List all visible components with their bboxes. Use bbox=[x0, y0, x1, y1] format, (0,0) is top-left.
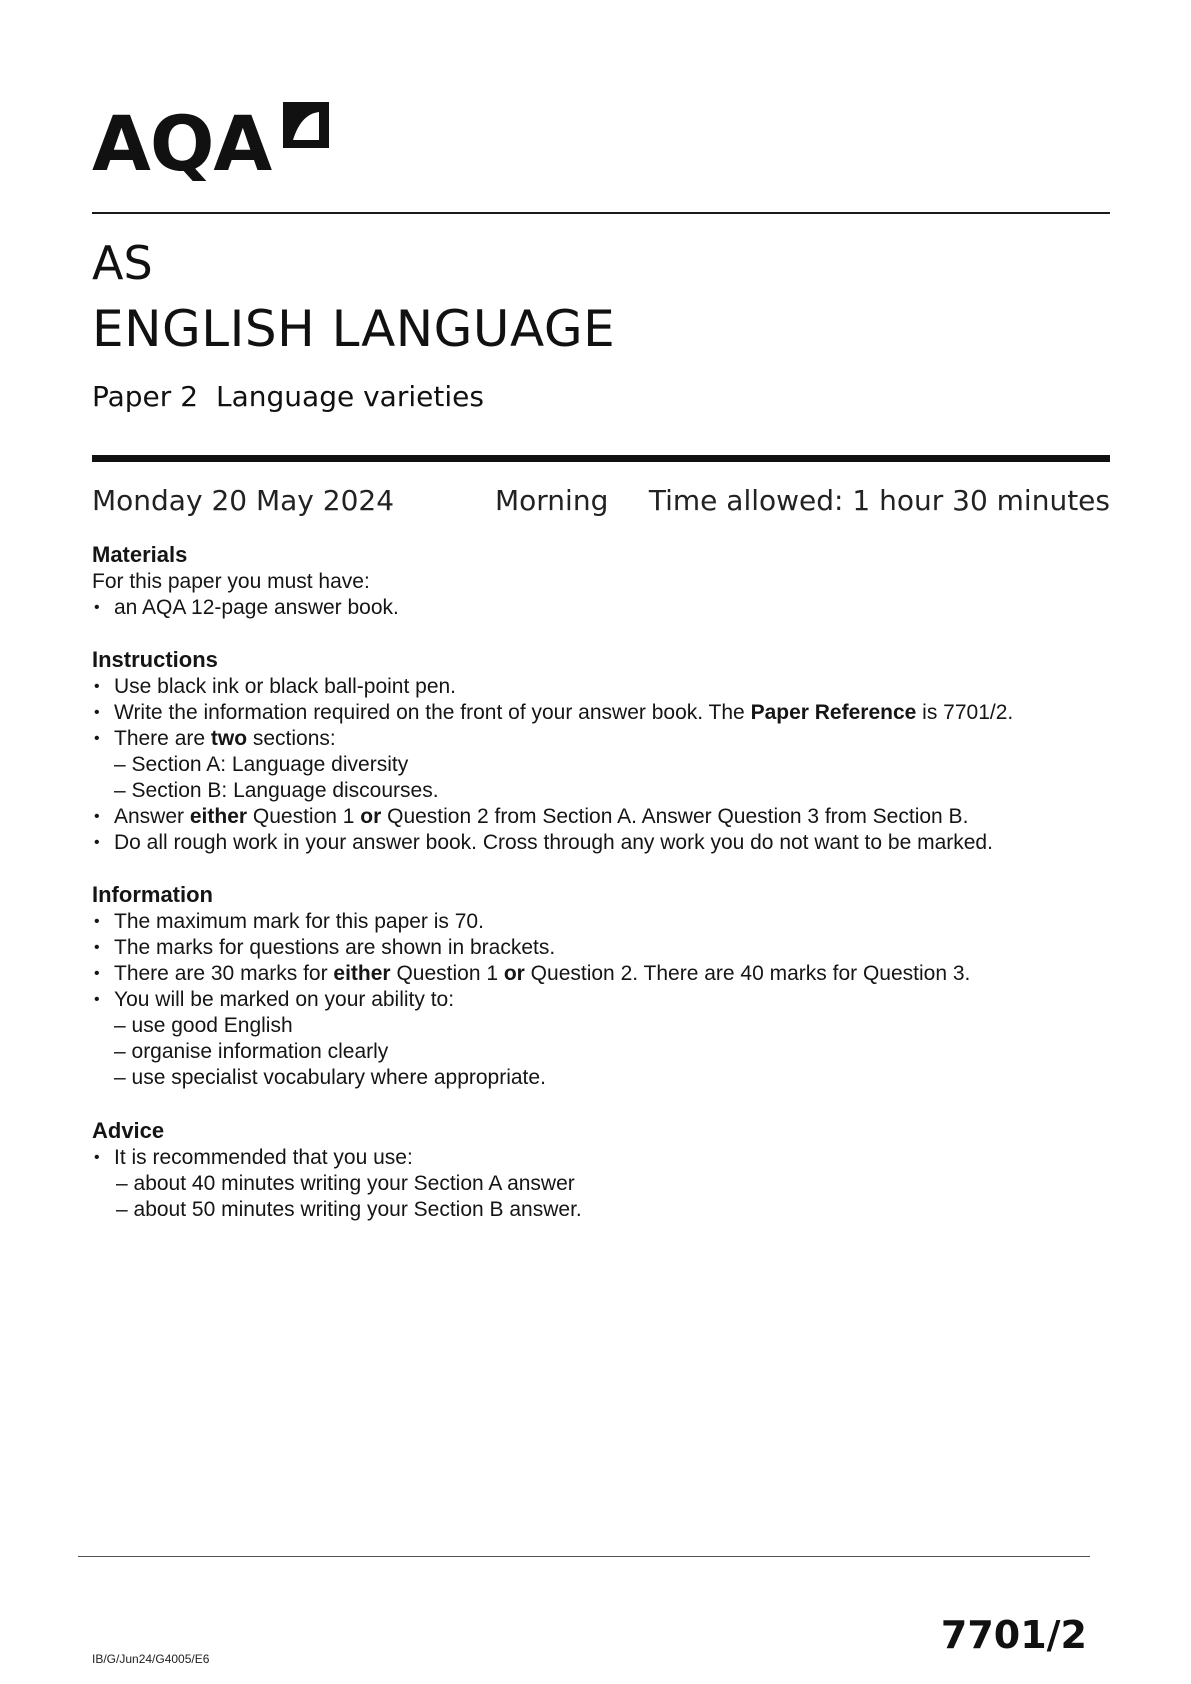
text-bold: Paper Reference bbox=[750, 701, 917, 724]
materials-section bbox=[92, 541, 1110, 621]
sub-item: – use good English bbox=[114, 1014, 293, 1037]
paper-title bbox=[92, 380, 484, 414]
instructions-heading: Instructions bbox=[92, 647, 218, 672]
text-run: There are bbox=[114, 727, 211, 750]
advice-list bbox=[92, 1145, 1110, 1223]
information-heading: Information bbox=[92, 882, 213, 907]
list-item: • Use black ink or black ball-point pen. bbox=[92, 674, 1110, 700]
advice-heading: Advice bbox=[92, 1118, 165, 1143]
text-bold: either bbox=[189, 805, 248, 828]
text-run: Question 1 bbox=[247, 805, 361, 828]
sub-item: – organise information clearly bbox=[114, 1040, 389, 1063]
advice-section bbox=[92, 1117, 1110, 1223]
aqa-logo bbox=[92, 92, 331, 188]
text-run: is 7701/2. bbox=[916, 701, 1014, 724]
materials-list bbox=[92, 595, 1110, 621]
text-run: Question 2 from Section A. Answer Question 3 from Section B. bbox=[381, 805, 969, 828]
instructions-list bbox=[92, 674, 1110, 856]
text-run: Question 1 bbox=[390, 962, 504, 985]
list-item: • an AQA 12-page answer book. bbox=[92, 595, 1110, 621]
list-item bbox=[92, 726, 1110, 752]
paper-code: 7701/2 bbox=[940, 1613, 1087, 1657]
text-bold: or bbox=[360, 805, 382, 828]
materials-intro: For this paper you must have: bbox=[92, 570, 370, 593]
paper-number: Paper 2 bbox=[92, 380, 199, 413]
instructions-section bbox=[92, 646, 1110, 856]
exam-session: Morning bbox=[495, 484, 609, 517]
list-item bbox=[92, 700, 1110, 726]
sub-item: – about 50 minutes writing your Section B answer. bbox=[116, 1198, 582, 1221]
footer-reference: IB/G/Jun24/G4005/E6 bbox=[92, 1652, 210, 1666]
aqa-leaf-mark-icon bbox=[279, 100, 331, 152]
subject-title: ENGLISH LANGUAGE bbox=[92, 300, 616, 358]
text-run: There are 30 marks for bbox=[114, 962, 334, 985]
information-section bbox=[92, 881, 1110, 1091]
text-bold: either bbox=[333, 962, 391, 985]
qualification-level: AS bbox=[92, 236, 153, 290]
information-list bbox=[92, 909, 1110, 1091]
list-item bbox=[92, 804, 1110, 830]
logo-text: AQA bbox=[92, 99, 272, 188]
sub-item: – Section A: Language diversity bbox=[114, 753, 409, 776]
sub-item: – about 40 minutes writing your Section A answer bbox=[116, 1172, 575, 1195]
materials-heading: Materials bbox=[92, 542, 188, 567]
list-item bbox=[92, 961, 1110, 987]
sub-item: – use specialist vocabulary where appropriate. bbox=[114, 1066, 546, 1089]
exam-date: Monday 20 May 2024 bbox=[92, 484, 395, 517]
text-bold: or bbox=[503, 962, 525, 985]
text-bold: two bbox=[210, 727, 248, 750]
list-item: • The marks for questions are shown in brackets. bbox=[92, 935, 1110, 961]
text-run: Question 2. There are 40 marks for Question 3. bbox=[524, 962, 971, 985]
text-run: Answer bbox=[114, 805, 190, 828]
text-run: sections: bbox=[247, 727, 336, 750]
sub-item: – Section B: Language discourses. bbox=[114, 779, 439, 802]
paper-name: Language varieties bbox=[216, 380, 484, 413]
text-run: Write the information required on the front of your answer book. The bbox=[114, 701, 751, 724]
header-rule bbox=[92, 212, 1110, 214]
time-allowed: Time allowed: 1 hour 30 minutes bbox=[648, 484, 1110, 517]
list-item: • Do all rough work in your answer book. Cross through any work you do not want to be marked. bbox=[92, 830, 1110, 856]
title-rule bbox=[92, 455, 1110, 462]
list-item: • You will be marked on your ability to: bbox=[92, 987, 1110, 1013]
list-item: • It is recommended that you use: bbox=[92, 1145, 1110, 1171]
list-item: • The maximum mark for this paper is 70. bbox=[92, 909, 1110, 935]
footer-rule bbox=[78, 1556, 1090, 1557]
